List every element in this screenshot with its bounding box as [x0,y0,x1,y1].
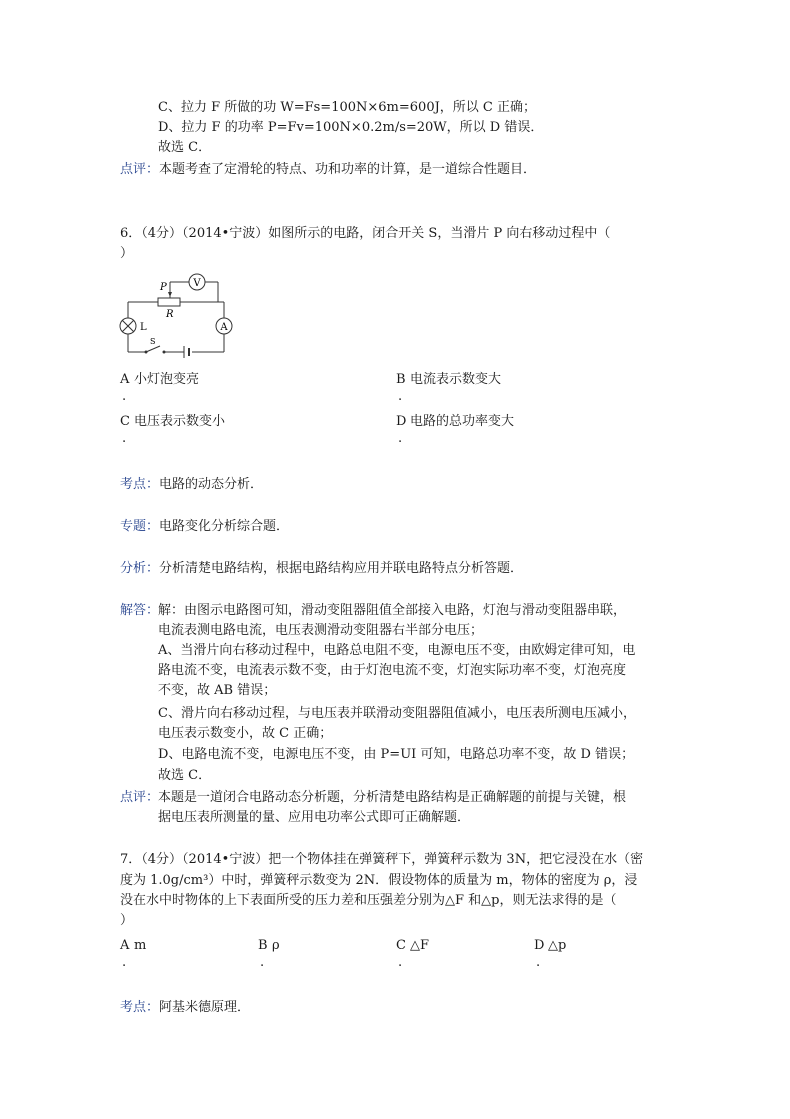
q6-jieda-line-5: 不变，故 AB 错误； [158,683,277,698]
ammeter-label: A [220,322,228,333]
q6-dianping-line-1: 本题是一道闭合电路动态分析题，分析清楚电路结构是正确解题的前提与关键，根 [158,790,627,805]
q6-stem-line1: 6．（4分）（2014•宁波）如图所示的电路，闭合开关 S，当滑片 P 向右移动过程中（ [120,226,611,241]
q6-option-b-dot: . [398,389,403,404]
q6-fenxi [120,559,523,579]
option-letter: D [396,414,407,429]
option-text: ρ [272,938,280,953]
option-letter: B [396,372,406,387]
resistor-label: R [166,309,174,320]
q7-option-b [258,936,280,956]
prev-conclusion: 故选 C． [158,140,212,155]
option-letter: C [396,938,406,953]
q7-option-d [534,936,566,956]
q6-jieda-line-7: 电压表示数变小，故 C 正确； [158,726,333,741]
voltmeter-label: V [193,278,201,289]
q6-option-d-dot: . [398,431,403,446]
option-letter: A [120,938,130,953]
q6-jieda-line-2: 电流表测电路电流，电压表测滑动变阻器右半部分电压； [158,623,484,638]
q6-jieda-line-9: 故选 C． [158,768,212,783]
comment-label: 点评： [120,162,160,177]
option-letter: A [120,372,130,387]
comment-text: 本题考查了定滑轮的特点、功和功率的计算，是一道综合性题目． [159,162,537,177]
q6-jieda-line-3: A、当滑片向右移动过程中，电路总电阻不变，电源电压不变，由欧姆定律可知，电 [158,643,636,658]
q6-jieda-line-8: D、电路电流不变，电源电压不变，由 P=UI 可知，电路总功率不变，故 D 错误； [158,747,635,762]
resistor-shape [158,298,180,306]
switch-label: S [150,337,156,346]
q6-option-c-dot: . [122,431,127,446]
q7-stem-line1: 7．（4分）（2014•宁波）把一个物体挂在弹簧秤下，弹簧秤示数为 3N，把它浸没在水（密 [120,852,644,867]
prev-solution-line-d: D、拉力 F 的功率 P=Fv=100N×0.2m/s=20W，所以 D 错误． [158,120,544,135]
q7-option-c [396,936,429,956]
lamp-label: L [140,322,147,333]
option-text: 电路的总功率变大 [410,414,515,429]
option-text: 电压表示数变小 [134,414,226,429]
option-letter: B [258,938,268,953]
q6-jieda-label [120,601,159,621]
option-letter: C [120,414,130,429]
q7-option-a-dot: . [122,955,127,970]
q6-option-a [120,370,199,390]
kaodian-text: 阿基米德原理． [159,1000,251,1015]
zhuanti-text: 电路变化分析综合题． [159,519,290,534]
option-text: △F [410,938,430,953]
q7-stem-line2: 度为 1.0g/cm³）中时，弹簧秤示数变为 2N．假设物体的质量为 m，物体的密度为 ρ，浸 [120,873,638,888]
q6-dianping-line-2: 据电压表所测量的量、应用电功率公式即可正确解题． [158,810,471,825]
q7-kaodian [120,998,250,1018]
prev-solution-line-c: C、拉力 F 所做的功 W=Fs=100N×6m=600J，所以 C 正确； [158,100,537,115]
q6-option-a-dot: . [122,389,127,404]
option-letter: D [534,938,545,953]
fenxi-label: 分析： [120,561,160,576]
kaodian-label: 考点： [120,1000,160,1015]
kaodian-text: 电路的动态分析． [159,477,264,492]
q7-option-c-dot: . [398,955,403,970]
q6-jieda-line-6: C、滑片向右移动过程，与电压表并联滑动变阻器阻值减小，电压表所测电压减小， [158,706,636,721]
q6-option-d [396,412,514,432]
q6-option-c [120,412,225,432]
q6-stem-line2: ） [120,246,134,261]
zhuanti-label: 专题： [120,519,160,534]
prev-comment [120,160,536,180]
q6-kaodian [120,475,263,495]
q7-option-a [120,936,146,956]
kaodian-label: 考点： [120,477,160,492]
jieda-label: 解答： [120,603,160,618]
option-text: m [134,938,147,953]
q6-circuit-diagram [118,268,242,360]
q6-jieda-line-4: 路电流不变，电流表示数不变，由于灯泡电流不变，灯泡实际功率不变，灯泡亮度 [158,663,627,678]
slider-label: P [160,282,167,293]
option-text: △p [548,938,567,953]
q6-jieda-line-1: 解：由图示电路图可知，滑动变阻器阻值全部接入电路，灯泡与滑动变阻器串联， [158,603,627,618]
q7-option-d-dot: . [536,955,541,970]
dianping-label: 点评： [120,790,160,805]
q7-option-b-dot: . [260,955,265,970]
fenxi-text: 分析清楚电路结构，根据电路结构应用并联电路特点分析答题． [159,561,524,576]
q6-dianping-label [120,788,159,808]
q6-option-b [396,370,501,390]
q7-stem-line3: 没在水中时物体的上下表面所受的压力差和压强差分别为△F 和△p，则无法求得的是（ [120,893,617,908]
option-text: 小灯泡变亮 [134,372,200,387]
option-text: 电流表示数变大 [410,372,502,387]
q7-stem-line4: ） [120,913,134,928]
q6-zhuanti [120,517,289,537]
